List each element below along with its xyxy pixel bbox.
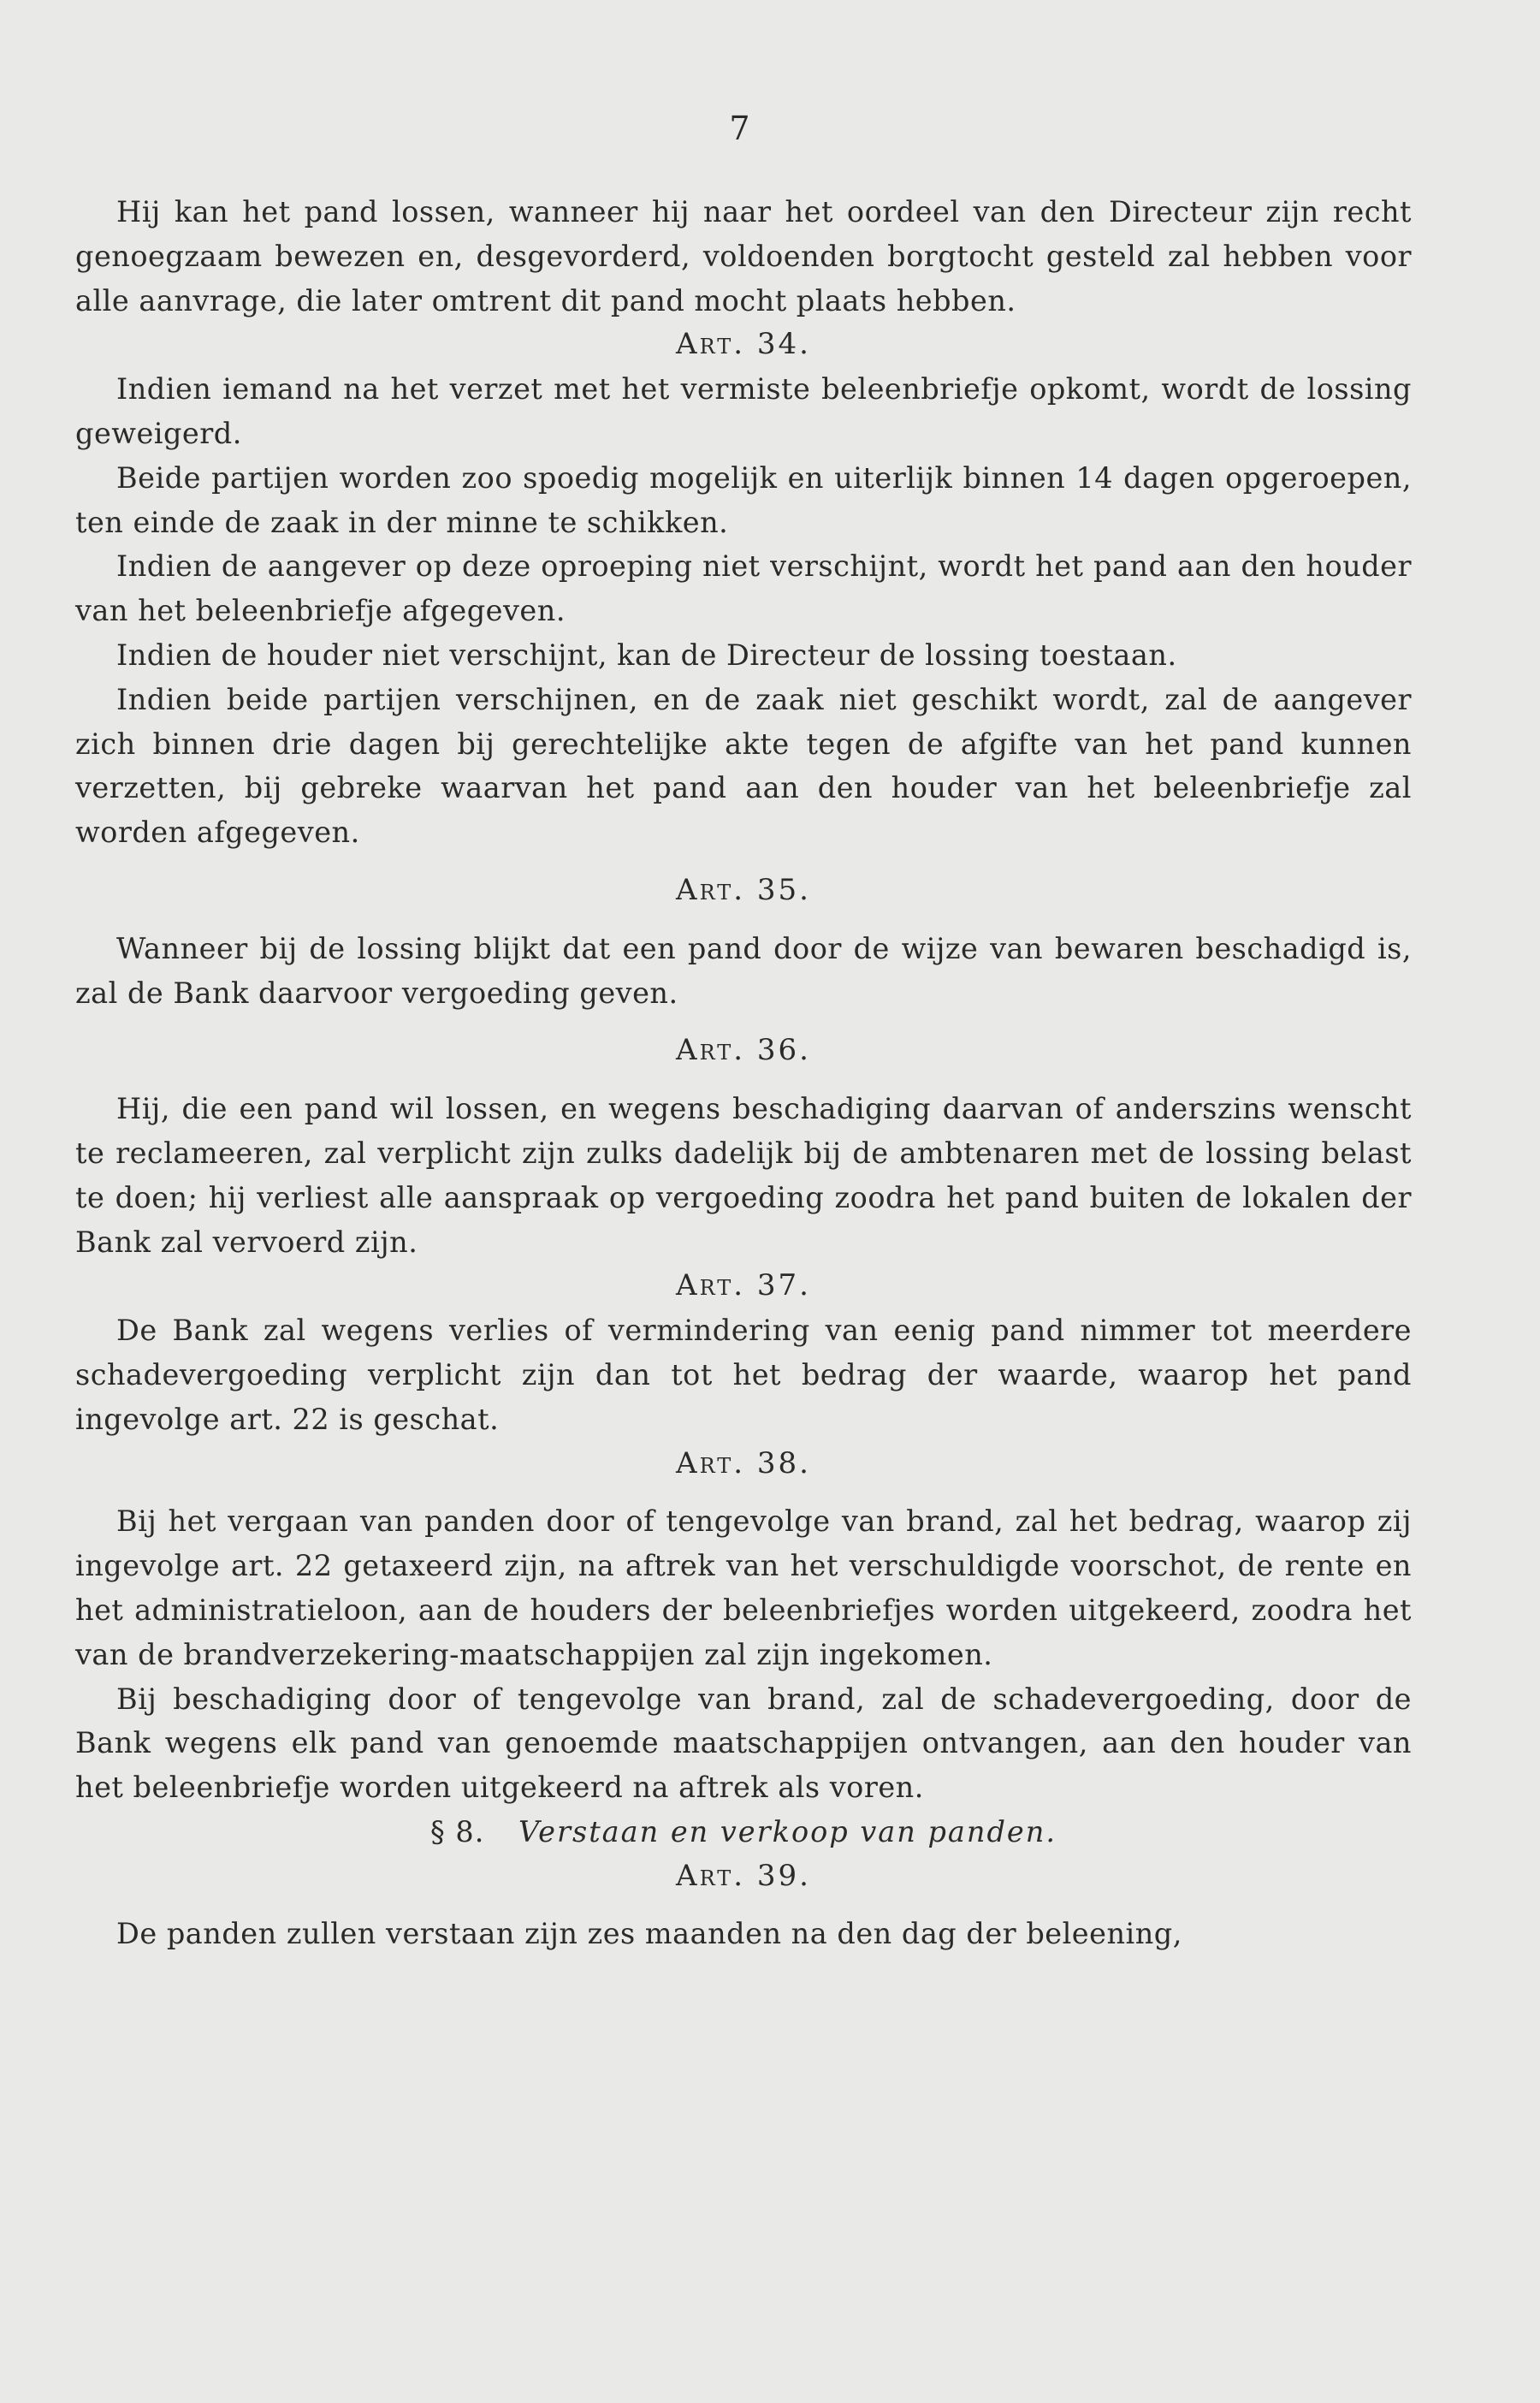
art34-paragraph-3: Indien de aangever op deze oproeping niet verschijnt, wordt het pand aan den houder van het beleenbriefje afgegeven. xyxy=(75,549,1412,628)
art35-heading: Art. 35. xyxy=(676,872,811,907)
section-title: Verstaan en verkoop van panden. xyxy=(518,1814,1057,1848)
section-8-heading xyxy=(75,1810,1412,1854)
art34-paragraph-1: Indien iemand na het verzet met het vermiste beleenbriefje opkomt, wordt de lossing geweigerd. xyxy=(75,372,1412,450)
art34-paragraph-5: Indien beide partijen verschijnen, en de zaak niet geschikt wordt, zal de aangever zich binnen drie dagen bij gerechtelijke akte tegen de afgifte van het pand kunnen verzetten, bij gebreke waarvan het pand aan den houder van het beleenbriefje zal worden afgegeven. xyxy=(75,682,1412,850)
art35-paragraph-1: Wanneer bij de lossing blijkt dat een pand door de wijze van bewaren beschadigd is, zal de Bank daarvoor vergoeding geven. xyxy=(75,931,1412,1010)
art36-body xyxy=(75,1087,1412,1264)
art37-body xyxy=(75,1308,1412,1441)
section-symbol: § 8. xyxy=(430,1814,485,1848)
art34-heading: Art. 34. xyxy=(676,327,811,362)
art38-paragraph-1: Bij het vergaan van panden door of tengevolge van brand, zal het bedrag, waarop zij ingevolge art. 22 getaxeerd zijn, na aftrek van het verschuldigde voorschot, de rente en het administratieloon, aan de houders der beleenbriefjes worden uitgekeerd, zoodra het van de brandverzekering-maatschappijen zal zijn ingekomen. xyxy=(75,1504,1412,1671)
art39-body xyxy=(75,1912,1412,1956)
art38-paragraph-2: Bij beschadiging door of tengevolge van brand, zal de schadevergoeding, door de Bank wegens elk pand van genoemde maatschappijen ontvangen, aan den houder van het beleenbriefje worden uitgekeerd na aftrek als voren. xyxy=(75,1682,1412,1805)
art36-paragraph-1: Hij, die een pand wil lossen, en wegens beschadiging daarvan of anderszins wenscht te reclameeren, zal verplicht zijn zulks dadelijk bij de ambtenaren met de lossing belast te doen; hij verliest alle aanspraak op vergoeding zoodra het pand buiten de lokalen der Bank zal vervoerd zijn. xyxy=(75,1092,1412,1259)
art34-paragraph-4: Indien de houder niet verschijnt, kan de Directeur de lossing toestaan. xyxy=(116,638,1177,672)
art39-heading: Art. 39. xyxy=(676,1858,811,1893)
art34-paragraph-2: Beide partijen worden zoo spoedig mogelijk en uiterlijk binnen 14 dagen opgeroepen, ten einde de zaak in der minne te schikken. xyxy=(75,460,1412,539)
art38-heading: Art. 38. xyxy=(676,1445,811,1480)
art39-paragraph-1: De panden zullen verstaan zijn zes maanden na den dag der beleening, xyxy=(116,1917,1182,1951)
art37-heading: Art. 37. xyxy=(676,1268,811,1303)
page-number: 7 xyxy=(729,110,751,147)
art36-heading: Art. 36. xyxy=(676,1033,811,1068)
art33-tail-paragraph: Hij kan het pand lossen, wanneer hij naar het oordeel van den Directeur zijn recht genoegzaam bewezen en, desgevorderd, voldoenden borgtocht gesteld zal hebben voor alle aanvrage, die later omtrent dit pand mocht plaats hebben. xyxy=(75,195,1412,317)
art34-body xyxy=(75,367,1412,855)
art37-paragraph-1: De Bank zal wegens verlies of vermindering van eenig pand nimmer tot meerdere schadevergoeding verplicht zijn dan tot het bedrag der waarde, waarop het pand ingevolge art. 22 is geschat. xyxy=(75,1314,1412,1436)
body-text xyxy=(75,190,1412,1956)
art35-body xyxy=(75,927,1412,1016)
art38-body xyxy=(75,1499,1412,1810)
